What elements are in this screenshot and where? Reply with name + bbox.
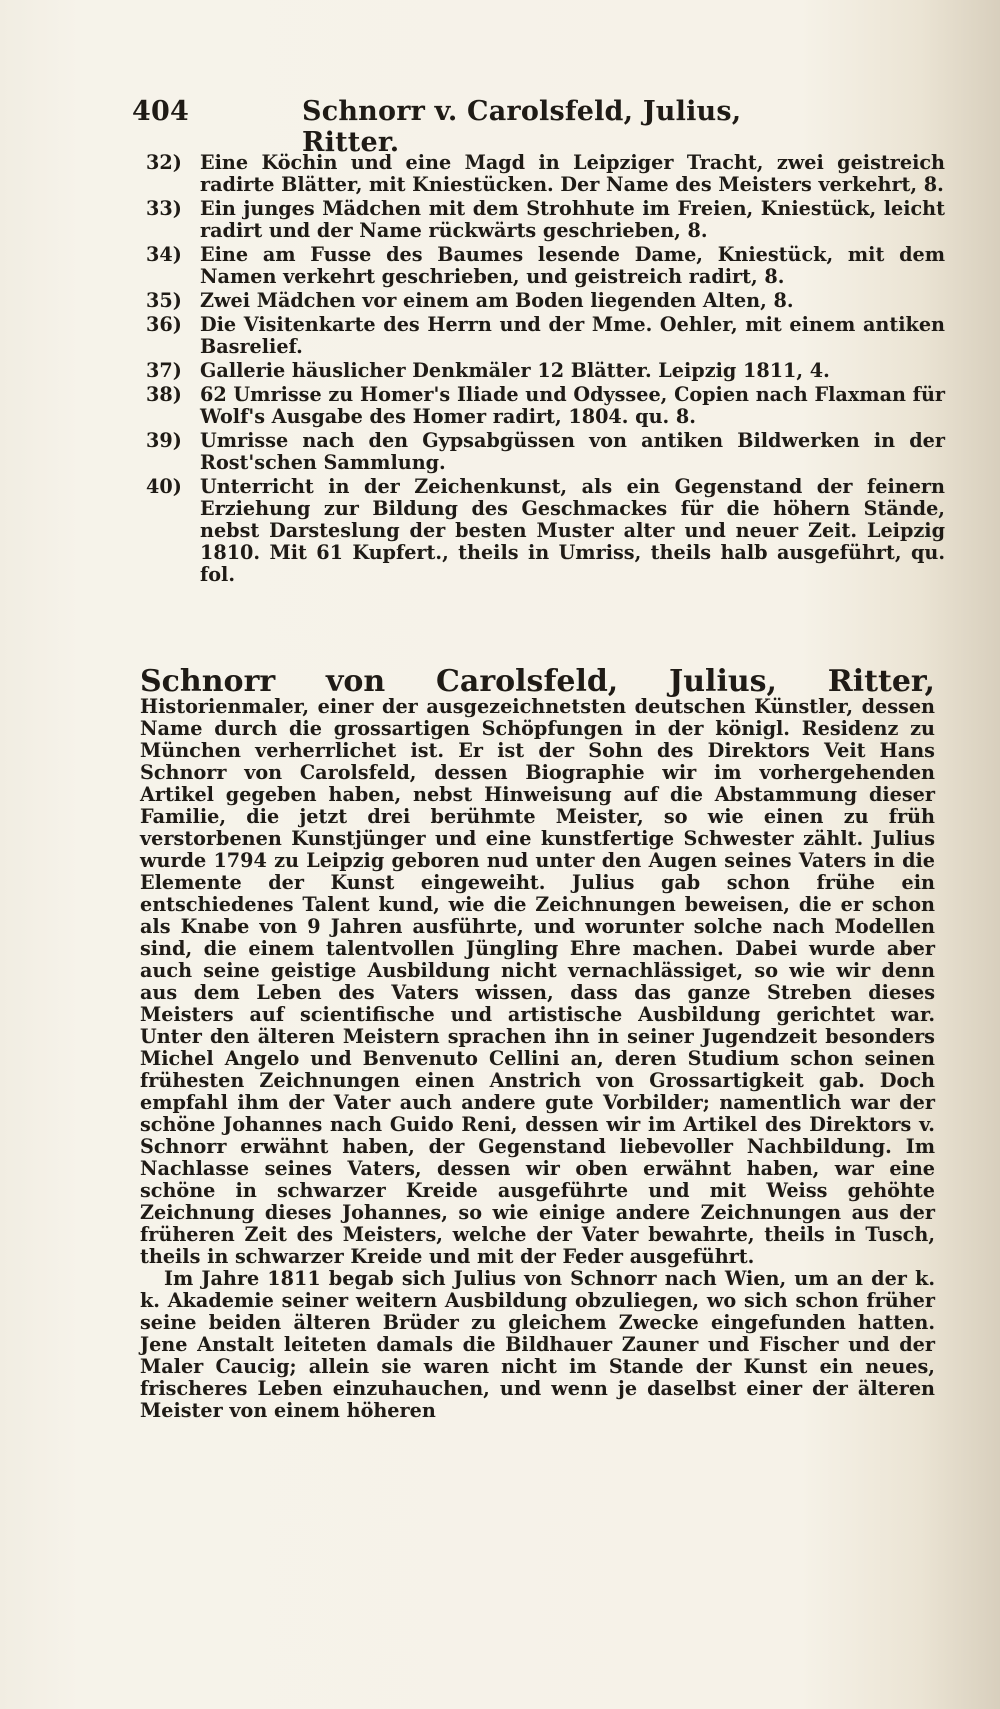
entry-number: 37)	[146, 359, 182, 382]
list-item	[146, 197, 945, 242]
entry-number: 34)	[146, 243, 182, 266]
article-body-1: Historienmaler, einer der ausgezeichnetsten deutschen Künstler, dessen Name durch die grossartigen Schöpfungen in der königl. Residenz zu München verherrlichet ist. Er ist der Sohn des Direktors Veit Hans Schnorr von Carolsfeld, dessen Biographie wir im vorhergehenden Artikel gegeben haben, nebst Hinweisung auf die Abstammung dieser Familie, die jetzt drei berühmte Meister, so wie einen zu früh verstorbenen Kunstjünger und eine kunstfertige Schwester zählt. Julius wurde 1794 zu Leipzig geboren nud unter den Augen seines Vaters in die Elemente der Kunst eingeweiht. Julius gab schon frühe ein entschiedenes Talent kund, wie die Zeichnungen beweisen, die er schon als Knabe von 9 Jahren ausführte, und worunter solche nach Modellen sind, die einem talentvollen Jüngling Ehre machen. Dabei wurde aber auch seine geistige Ausbildung nicht vernachlässiget, so wie wir denn aus dem Leben des Vaters wissen, dass das ganze Streben dieses Meisters auf scientifische und artistische Ausbildung gerichtet war. Unter den älteren Meistern sprachen ihn in seiner Jugendzeit besonders Michel Angelo und Benvenuto Cellini an, deren Studium schon seinen frühesten Zeichnungen einen Anstrich von Grossartigkeit gab. Doch empfahl ihm der Vater auch andere gute Vorbilder; namentlich war der schöne Johannes nach Guido Reni, dessen wir im Artikel des Direktors v. Schnorr erwähnt haben, der Gegenstand liebevoller Nachbildung. Im Nachlasse seines Vaters, dessen wir oben erwähnt haben, war eine schöne in schwarzer Kreide ausgeführte und mit Weiss gehöhte Zeichnung dieses Johannes, so wie einige andere Zeichnungen aus der früheren Zeit des Meisters, welche der Vater bewahrte, theils in Tusch, theils in schwarzer Kreide und mit der Feder ausgeführt.	[140, 695, 935, 1268]
works-list	[146, 151, 945, 588]
entry-text: Eine Köchin und eine Magd in Leipziger Tracht, zwei geistreich radirte Blätter, mit Kniestücken. Der Name des Meisters verkehrt, 8.	[200, 151, 945, 196]
list-item	[146, 313, 945, 358]
entry-text: Gallerie häuslicher Denkmäler 12 Blätter. Leipzig 1811, 4.	[200, 359, 830, 382]
list-item	[146, 289, 945, 312]
list-item	[146, 151, 945, 196]
article-paragraph-2: Im Jahre 1811 begab sich Julius von Schnorr nach Wien, um an der k. k. Akademie seiner weitern Ausbildung obzuliegen, wo sich schon früher seine beiden älteren Brüder zu gleichem Zwecke eingefunden hatten. Jene Anstalt leiteten damals die Bildhauer Zauner und Fischer und der Maler Caucig; allein sie waren nicht im Stande der Kunst ein neues, frischeres Leben einzuhauchen, und wenn je daselbst einer der älteren Meister von einem höheren	[140, 1267, 935, 1422]
entry-number: 38)	[146, 383, 182, 406]
entry-text: Unterricht in der Zeichenkunst, als ein Gegenstand der feinern Erziehung zur Bildung des Geschmackes für die höhern Stände, nebst Darsteslung der besten Muster alter und neuer Zeit. Leipzig 1810. Mit 61 Kupfert., theils in Umriss, theils halb ausgeführt, qu. fol.	[200, 475, 945, 586]
entry-text: Die Visitenkarte des Herrn und der Mme. Oehler, mit einem antiken Basrelief.	[200, 313, 945, 358]
biography-article	[140, 664, 935, 1422]
entry-text: Zwei Mädchen vor einem am Boden liegenden Alten, 8.	[200, 289, 794, 312]
entry-number: 32)	[146, 151, 182, 174]
entry-text: 62 Umrisse zu Homer's Iliade und Odyssee, Copien nach Flaxman für Wolf's Ausgabe des Homer radirt, 1804. qu. 8.	[200, 383, 945, 428]
entry-number: 36)	[146, 313, 182, 336]
list-item	[146, 475, 945, 586]
entry-number: 35)	[146, 289, 182, 312]
list-item	[146, 383, 945, 428]
entry-text: Eine am Fusse des Baumes lesende Dame, Kniestück, mit dem Namen verkehrt geschrieben, und geistreich radirt, 8.	[200, 243, 945, 288]
list-item	[146, 243, 945, 288]
entry-text: Ein junges Mädchen mit dem Strohhute im Freien, Kniestück, leicht radirt und der Name rückwärts geschrieben, 8.	[200, 197, 945, 242]
list-item	[146, 429, 945, 474]
entry-number: 33)	[146, 197, 182, 220]
article-headword: Schnorr von Carolsfeld, Julius, Ritter,	[140, 664, 935, 699]
page-number: 404	[132, 96, 189, 127]
running-title: Schnorr v. Carolsfeld, Julius, Ritter.	[302, 96, 742, 158]
list-item	[146, 359, 945, 382]
article-paragraph-1	[140, 664, 935, 1268]
entry-number: 40)	[146, 475, 182, 498]
entry-number: 39)	[146, 429, 182, 452]
entry-text: Umrisse nach den Gypsabgüssen von antiken Bildwerken in der Rost'schen Sammlung.	[200, 429, 945, 474]
